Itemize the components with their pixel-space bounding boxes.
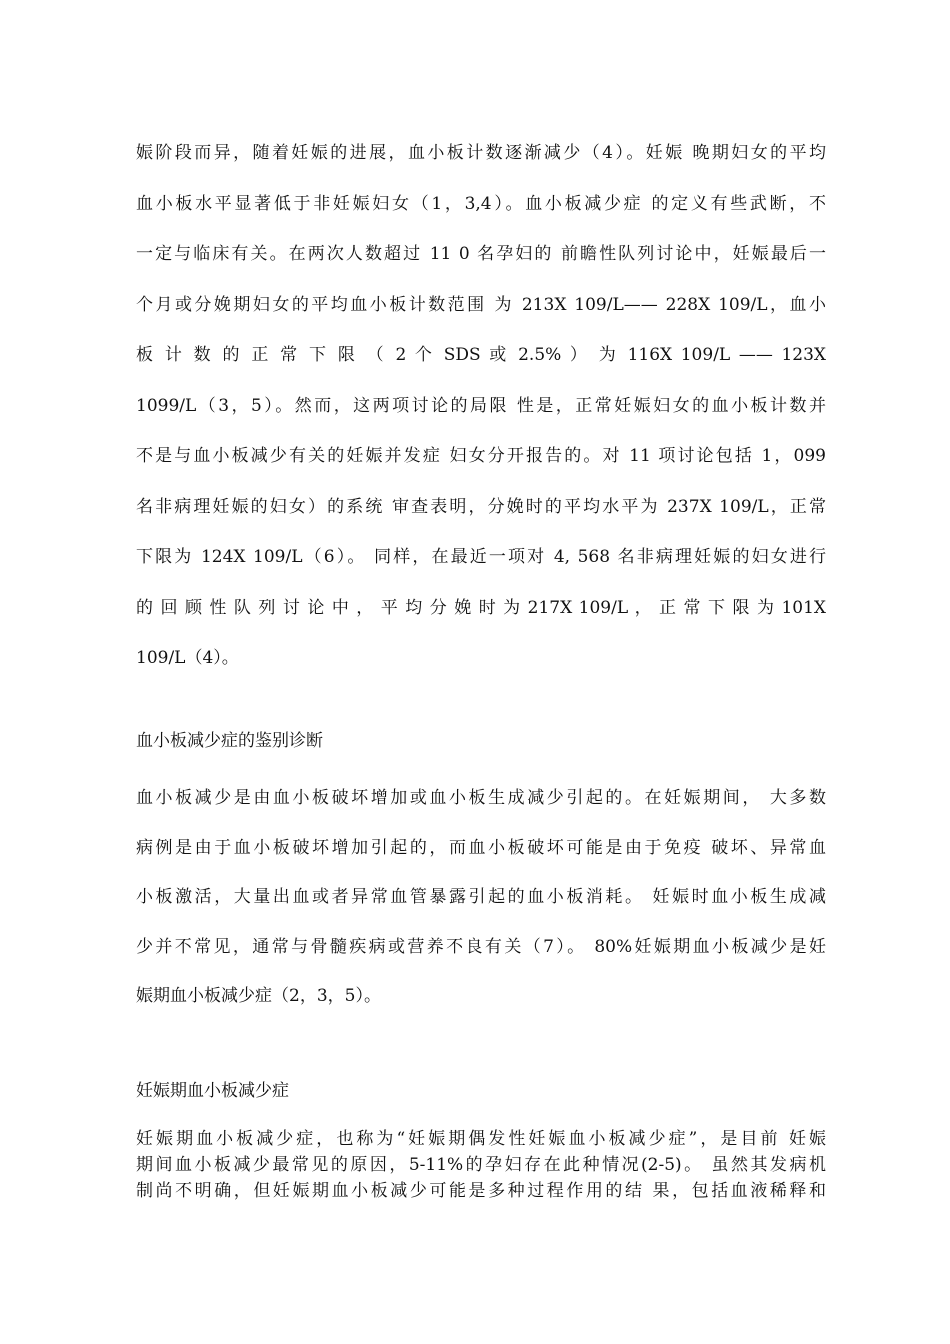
- text-line: 板 计 数 的 正 常 下 限 （ 2 个 SDS 或 2.5% ） 为 116X 109/L —— 123X: [136, 345, 826, 365]
- section-heading-differential-diagnosis: [136, 726, 826, 756]
- text-line: 少并不常见，通常与骨髓疾病或营养不良有关（7）。 80%妊娠期血小板减少是妊: [136, 936, 826, 957]
- paragraph-platelet-counts: [136, 128, 826, 684]
- text-line: 下限为 124X 109/L（6）。 同样，在最近一项对 4, 568 名非病理妊娠的妇女进行: [136, 547, 826, 567]
- text-line: 的 回 顾 性 队 列 讨 论 中 ， 平 均 分 娩 时 为 217X 109/L ， 正 常 下 限 为 101X: [136, 597, 826, 618]
- text-line: 小板激活，大量出血或者异常血管暴露引起的血小板消耗。 妊娠时血小板生成减: [136, 887, 826, 908]
- text-line: 不是与血小板减少有关的妊娠并发症 妇女分开报告的。对 11 项讨论包括 1，099: [136, 446, 826, 466]
- text-line: 娠期血小板减少症（2，3，5）。: [136, 986, 381, 1007]
- text-line: 1099/L（3，5）。然而，这两项讨论的局限 性是，正常妊娠妇女的血小板计数并: [136, 395, 826, 416]
- text-line: 名非病理妊娠的妇女）的系统 审查表明，分娩时的平均水平为 237X 109/L，正常: [136, 496, 826, 517]
- paragraph-differential-diagnosis: [136, 774, 826, 1022]
- heading-text: 妊娠期血小板减少症: [136, 1081, 289, 1101]
- text-line: 109/L（4）。: [136, 648, 239, 668]
- text-line: 病例是由于血小板破坏增加引起的，而血小板破坏可能是由于免疫 破坏、异常血: [136, 837, 826, 858]
- text-line: 一定与临床有关。在两次人数超过 11 0 名孕妇的 前瞻性队列讨论中，妊娠最后一: [136, 244, 826, 264]
- heading-text: 血小板减少症的鉴别诊断: [136, 731, 323, 751]
- text-line: 妊娠期血小板减少症，也称为“妊娠期偶发性妊娠血小板减少症”，是目前 妊娠: [136, 1129, 826, 1149]
- text-line: 娠阶段而异，随着妊娠的进展，血小板计数逐渐减少（4）。妊娠 晚期妇女的平均: [136, 143, 826, 163]
- text-line: 血小板水平显著低于非妊娠妇女（1，3,4）。血小板减少症 的定义有些武断，不: [136, 193, 826, 214]
- text-line: 期间血小板减少最常见的原因，5-11%的孕妇存在此种情况(2-5)。 虽然其发病机: [136, 1155, 826, 1175]
- section-heading-gestational-thrombocytopenia: [136, 1076, 826, 1106]
- text-line: 制尚不明确，但妊娠期血小板减少可能是多种过程作用的结 果，包括血液稀释和: [136, 1181, 826, 1201]
- text-line: 血小板减少是由血小板破坏增加或血小板生成减少引起的。在妊娠期间， 大多数: [136, 788, 826, 808]
- text-line: 个月或分娩期妇女的平均血小板计数范围 为 213X 109/L—— 228X 109/L，血小: [136, 294, 826, 315]
- paragraph-gestational-thrombocytopenia: [136, 1126, 826, 1204]
